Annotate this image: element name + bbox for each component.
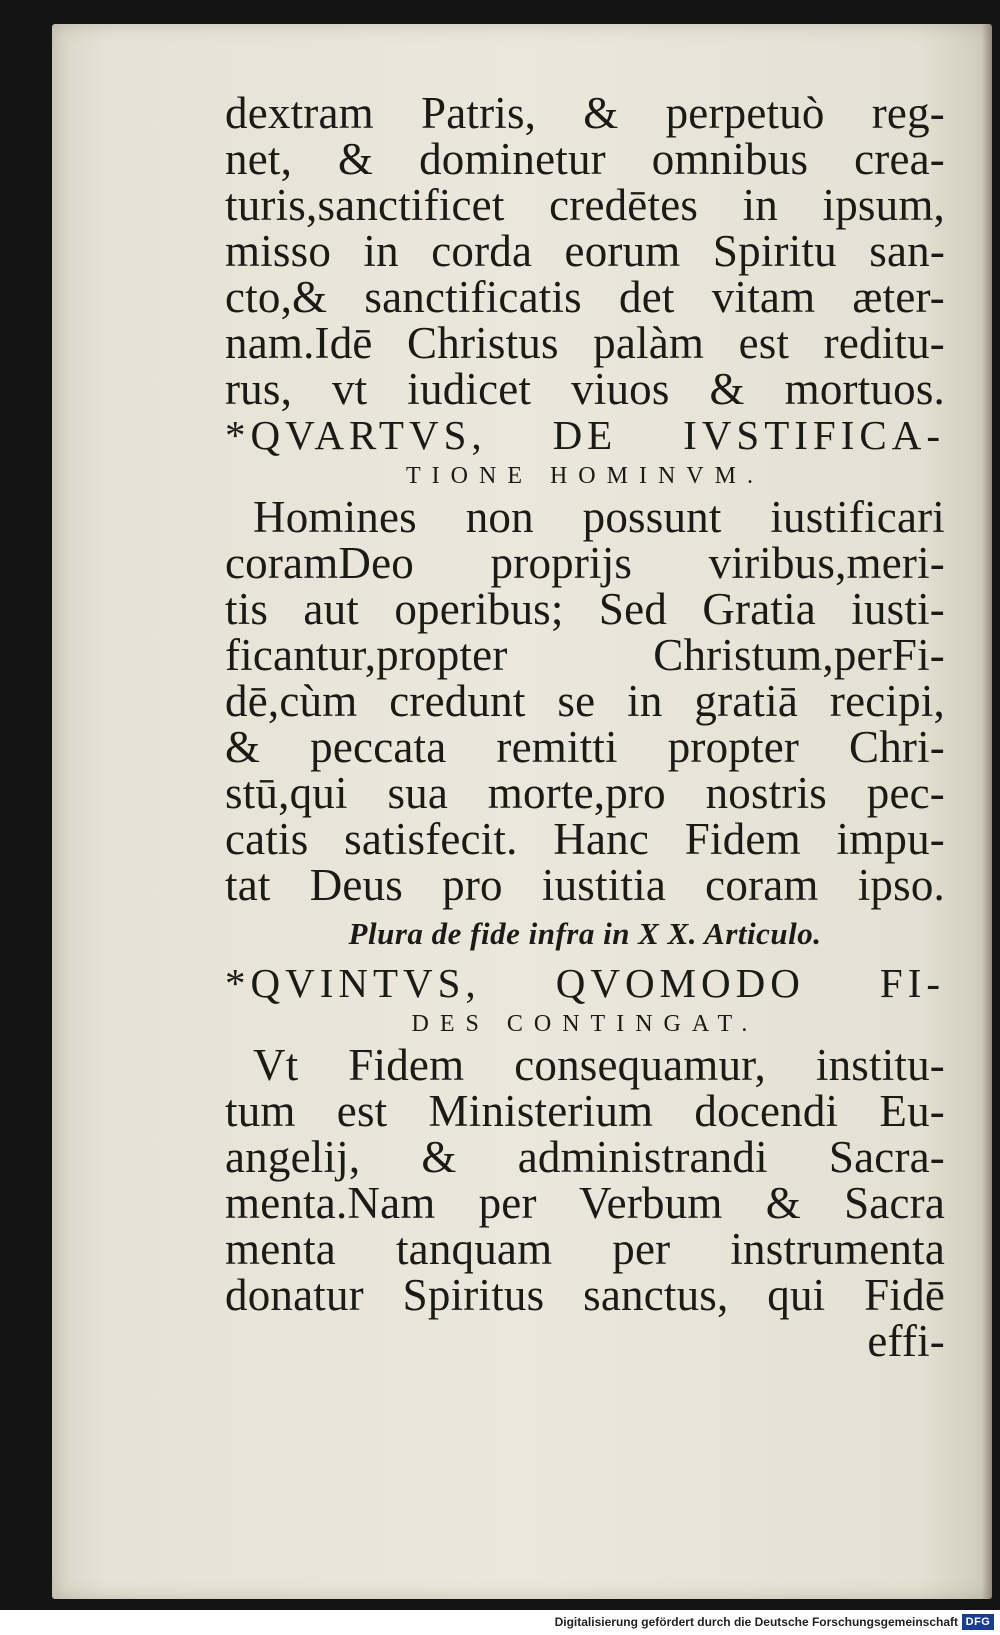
catchword: effi- [867,1316,945,1366]
text-line: net, & dominetur omnibus crea- [225,134,945,184]
text-line: cto,& sanctificatis det vitam æter- [225,272,945,322]
section-heading-quartus: *QVARTVS, DE IVSTIFICA- [225,412,945,458]
section-subheading-quartus: TIONE HOMINVM. [406,463,764,489]
text-line: turis,sanctificet credētes in ipsum, [225,180,945,230]
text-line: dextram Patris, & perpetuò reg- [225,88,945,138]
text-line: donatur Spiritus sanctus, qui Fidē [225,1270,945,1320]
text-line: ficantur,propter Christum,perFi- [225,630,945,680]
section-subheading-quintus: DES CONTINGAT. [411,1011,759,1037]
page-spine-shadow [982,24,992,1599]
text-line: Vt Fidem consequamur, institu- [253,1040,945,1090]
text-line: Homines non possunt iustificari [253,492,945,542]
text-line: menta.Nam per Verbum & Sacra [225,1178,945,1228]
text-line: tum est Ministerium docendi Eu- [225,1086,945,1136]
page-text [225,90,945,1364]
text-line: menta tanquam per instrumenta [225,1224,945,1274]
text-line: tis aut operibus; Sed Gratia iusti- [225,584,945,634]
marginal-note: Plura de fide infra in X X. Articulo. [348,916,822,951]
funding-credit: Digitalisierung gefördert durch die Deutsche Forschungsgemeinschaft [554,1615,958,1629]
section-heading-quintus: *QVINTVS, QVOMODO FI- [225,960,945,1006]
text-line: rus, vt iudicet viuos & mortuos. [225,364,945,414]
footer-bar [0,1610,1000,1635]
text-line: misso in corda eorum Spiritu san- [225,226,945,276]
text-line: catis satisfecit. Hanc Fidem impu- [225,814,945,864]
text-line: tat Deus pro iustitia coram ipso. [225,860,945,910]
text-line: stū,qui sua morte,pro nostris pec- [225,768,945,818]
text-line: nam.Idē Christus palàm est reditu- [225,318,945,368]
text-line: angelij, & administrandi Sacra- [225,1132,945,1182]
text-line: dē,cùm credunt se in gratiā recipi, [225,676,945,726]
text-line: coramDeo proprijs viribus,meri- [225,538,945,588]
text-line: & peccata remitti propter Chri- [225,722,945,772]
dfg-logo: DFG [962,1614,994,1630]
